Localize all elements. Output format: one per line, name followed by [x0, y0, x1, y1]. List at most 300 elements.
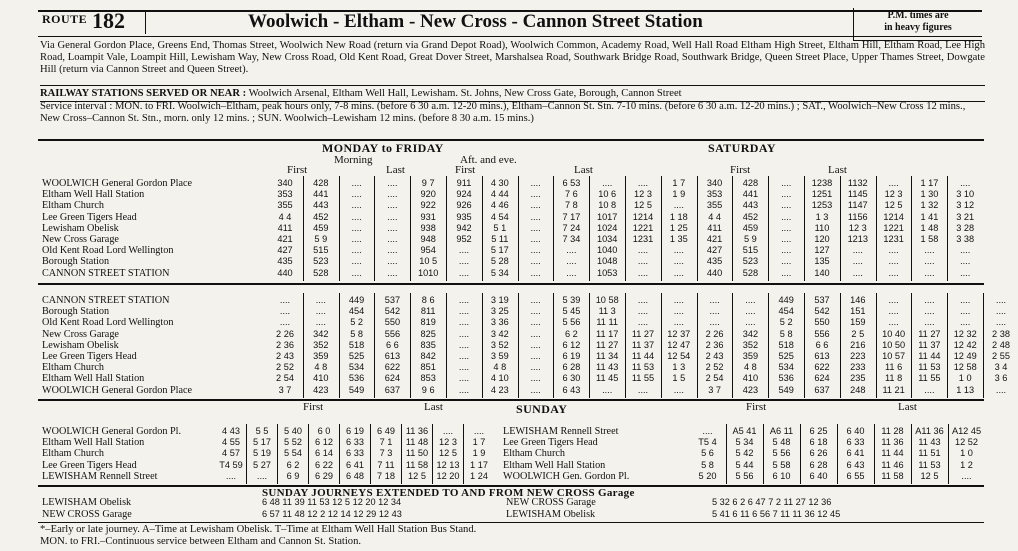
table1-time-cell: 1214 — [883, 211, 904, 222]
table3-right-column — [764, 426, 799, 482]
table1-time-cell: 7 17 — [562, 211, 581, 222]
table2-time-cell: 3 6 — [994, 373, 1008, 384]
table3-right-column — [727, 426, 762, 482]
table1-time-cell: 4 30 — [490, 178, 509, 188]
table2-column-rule — [983, 293, 984, 398]
table3-left-time-cell: .... — [442, 426, 454, 436]
table2-station: WOOLWICH General Gordon Place — [42, 384, 193, 396]
table2-time-cell: .... — [673, 306, 684, 317]
table2-time-cell: 536 — [348, 373, 365, 384]
table1-time-cell: 1213 — [847, 233, 869, 244]
sunday-journeys-right-station: LEWISHAM Obelisk — [506, 509, 596, 520]
table2-station: New Cross Garage — [42, 328, 119, 340]
table3-left-time-cell: 6 33 — [346, 448, 364, 459]
table1-time-cell: 441 — [313, 189, 329, 200]
table2-time-cell: 5 2 — [779, 317, 793, 328]
table2-column-rule — [697, 293, 698, 398]
table3-right-time-cell: 6 43 — [846, 459, 865, 470]
route-number: 182 — [92, 8, 125, 33]
table2-time-cell: 11 8 — [884, 373, 903, 384]
table3-right-time-cell: 5 58 — [772, 459, 791, 470]
table1-time-cell: .... — [781, 211, 792, 222]
table2-time-cell: 342 — [742, 328, 759, 339]
table3-right-column-rule — [911, 424, 912, 484]
table3-left-time-cell: 5 40 — [284, 426, 302, 436]
table1-time-cell: 1 32 — [920, 200, 939, 211]
table1-time-cell: 452 — [313, 211, 329, 222]
table3-left-time-cell: 4 57 — [222, 448, 240, 459]
table2-time-cell: 11 17 — [596, 328, 619, 339]
sunday-journeys-right-times: 5 32 6 2 6 47 7 2 11 27 12 36 — [712, 497, 832, 507]
table1-time-cell: .... — [387, 233, 398, 244]
table2-time-cell: 11 27 — [918, 328, 941, 339]
table1-time-cell: 3 10 — [956, 189, 975, 200]
table1-time-cell: 1048 — [596, 256, 618, 267]
table1-time-cell: 1145 — [847, 189, 868, 200]
table1-time-cell: 5 28 — [490, 256, 509, 267]
table2-time-cell: 12 58 — [953, 362, 977, 373]
table2-time-cell: 622 — [814, 362, 830, 373]
sun-left-first-label: First — [303, 401, 324, 413]
table1-time-cell: .... — [387, 245, 398, 256]
table2-column — [304, 295, 338, 396]
table1-time-cell: 1238 — [811, 178, 833, 188]
table1-time-cell: 1 3 — [815, 211, 829, 222]
table2-column-rule — [482, 293, 483, 398]
table1-time-cell: 948 — [420, 233, 436, 244]
table1-time-cell: .... — [781, 189, 792, 200]
table1-time-cell: .... — [637, 256, 649, 267]
table1-time-cell: 355 — [706, 200, 723, 211]
table2-time-cell: 3 4 — [994, 362, 1008, 373]
table1-time-cell: .... — [530, 245, 541, 256]
table1-time-cell: .... — [673, 267, 684, 278]
service-interval: Service interval : MON. to FRI. Woolwich–Eltham, peak hours only, 7-8 mins. (before 6 30 a.m. 12-20 mins.), Eltham–Cannon St. Stn. 7-10 mins. (before 6 30 a.m. 12-20 mins.) ; SAT., Woolwich–New Cross 12 mins., New Cross–Cannon St. Stn., morn. only 12 mins. ; SUN. Woolwich–Lewisham 12 mins. (before 8 30 a.m. 15 mins.) — [40, 101, 966, 125]
table1-time-cell: 421 — [277, 233, 293, 244]
table2-time-cell: 622 — [384, 362, 401, 373]
table1-time-cell: 1 18 — [669, 211, 688, 222]
table1-column-rule — [768, 176, 769, 281]
table2-time-cell: 6 2 — [565, 328, 578, 339]
table1-time-cell: 5 9 — [314, 233, 328, 244]
table2-time-cell: .... — [745, 317, 756, 328]
table2-time-cell: 4 10 — [490, 373, 509, 384]
table2-time-cell: 11 55 — [918, 373, 941, 384]
table1-time-cell: 935 — [456, 211, 472, 222]
table2-time-cell: 4 8 — [493, 362, 507, 373]
table2-time-cell: 11 34 — [596, 350, 619, 361]
table3-right-time-cell: 11 58 — [881, 470, 904, 481]
table2-time-cell: 454 — [778, 306, 794, 317]
table2-station: Lewisham Obelisk — [42, 339, 119, 351]
table2-time-cell: 1 3 — [672, 362, 686, 373]
table1-column-rule — [410, 176, 411, 281]
table2-time-cell: 9 6 — [421, 384, 435, 395]
table1-time-cell: .... — [852, 267, 863, 278]
table2-column — [411, 295, 445, 396]
table3-right-time-cell: 6 25 — [809, 426, 828, 436]
table1-time-cell: .... — [781, 256, 792, 267]
table1-time-cell: 411 — [707, 222, 722, 233]
table2-time-cell: 3 19 — [490, 295, 509, 305]
table2-time-cell: 825 — [420, 328, 436, 339]
table1-time-cell: 1 48 — [920, 222, 939, 233]
table2-top-rule — [38, 283, 984, 285]
table2-column-rule — [410, 293, 411, 398]
table2-time-cell: 11 37 — [631, 339, 655, 350]
table1-time-cell: 459 — [313, 222, 329, 233]
table3-right-time-cell: 12 5 — [920, 470, 939, 481]
table2-time-cell: 2 48 — [992, 339, 1010, 350]
table2-time-cell: .... — [995, 295, 1007, 305]
table2-time-cell: 12 54 — [667, 350, 691, 361]
table2-time-cell: .... — [279, 295, 291, 305]
table2-time-cell: .... — [637, 295, 649, 305]
sunday-journeys-left-station: LEWISHAM Obelisk — [42, 497, 132, 508]
table3-left-time-cell: 6 14 — [315, 448, 333, 459]
table2-column-rule — [339, 293, 340, 398]
table1-column-rule — [339, 176, 340, 281]
table3-right-time-cell: 11 36 — [881, 437, 904, 448]
table1-time-cell: 1147 — [847, 200, 868, 211]
table1-time-cell: .... — [852, 256, 863, 267]
table1-time-cell: 428 — [742, 178, 759, 188]
table3-left-time-cell: 1 17 — [470, 459, 488, 470]
table3-left-time-cell: 5 52 — [284, 437, 302, 448]
table1-column — [447, 178, 481, 279]
table3-left-time-cell: 6 29 — [315, 470, 333, 481]
table2-column-rule — [947, 293, 948, 398]
table1-time-cell: 12 5 — [634, 200, 652, 211]
table2-time-cell: 2 52 — [705, 362, 724, 373]
table3-right-column-rule — [874, 424, 875, 484]
aft-last-label: Last — [574, 164, 593, 176]
table2-time-cell: 4 8 — [314, 362, 328, 373]
table2-time-cell: .... — [530, 373, 541, 384]
table3-left-column-rule — [246, 424, 247, 484]
table1-column-rule — [625, 176, 626, 281]
table1-time-cell: .... — [888, 256, 899, 267]
table1-time-cell: .... — [387, 222, 398, 233]
table1-time-cell: 10 8 — [598, 200, 617, 211]
table2-time-cell: 5 39 — [562, 295, 581, 305]
table1-time-cell: 5 34 — [490, 267, 509, 278]
table2-time-cell: 11 6 — [884, 362, 903, 373]
table3-left-column — [216, 426, 246, 482]
table2-time-cell: 216 — [850, 339, 866, 350]
table2-grid — [0, 293, 1010, 397]
table3-right-time-cell: 5 8 — [701, 459, 714, 470]
table2-time-cell: .... — [458, 384, 470, 395]
table1-column-rule — [697, 176, 698, 281]
table2-time-cell: 449 — [348, 295, 365, 305]
table1-time-cell: 4 4 — [278, 211, 292, 222]
table1-time-cell: .... — [387, 256, 398, 267]
table1-time-cell: 1132 — [847, 178, 868, 188]
table1-station: New Cross Garage — [42, 234, 119, 246]
table3-left-time-cell: 6 33 — [346, 437, 364, 448]
table1-time-cell: 452 — [742, 211, 759, 222]
table2-time-cell: 12 47 — [667, 339, 691, 350]
table3-left-column-rule — [463, 424, 464, 484]
table3-left-time-cell: 7 11 — [377, 459, 395, 470]
table3-right-time-cell: 6 26 — [809, 448, 828, 459]
table1-time-cell: 1156 — [847, 211, 868, 222]
table3-left-column — [247, 426, 277, 482]
table2-time-cell: .... — [673, 317, 684, 328]
table1-column — [841, 178, 875, 279]
table3-right-station: Lee Green Tigers Head — [503, 437, 598, 449]
table2-time-cell: .... — [960, 306, 971, 317]
sun-right-last-label: Last — [898, 401, 917, 413]
table2-time-cell: 819 — [420, 317, 436, 328]
table2-time-cell: 359 — [313, 350, 329, 361]
table1-time-cell: 6 53 — [562, 178, 581, 188]
table3-left-time-cell: 12 13 — [436, 459, 460, 470]
table2-time-cell: 2 36 — [276, 339, 294, 350]
table1-column — [662, 178, 696, 279]
table2-column-rule — [732, 293, 733, 398]
table3-left-column-rule — [277, 424, 278, 484]
table2-time-cell: 454 — [348, 306, 365, 317]
table2-time-cell: 146 — [850, 295, 866, 305]
table1-time-cell: .... — [530, 233, 541, 244]
table1-column — [375, 178, 409, 279]
morning-label: Morning — [334, 154, 373, 166]
table1-time-cell: .... — [351, 233, 362, 244]
table1-time-cell: 5 11 — [491, 233, 509, 244]
table2-time-cell: 11 44 — [631, 350, 655, 361]
table1-time-cell: .... — [960, 245, 971, 256]
table1-time-cell: .... — [888, 267, 899, 278]
table2-time-cell: 2 26 — [705, 328, 724, 339]
table3-left-time-cell: 6 41 — [346, 459, 364, 470]
table1-column — [877, 178, 911, 279]
table2-station: Lee Green Tigers Head — [42, 351, 137, 363]
table2-time-cell: 10 58 — [595, 295, 619, 305]
table1-time-cell: .... — [637, 245, 649, 256]
table2-time-cell: .... — [924, 306, 935, 317]
table1-time-cell: .... — [530, 178, 541, 188]
table1-time-cell: 435 — [277, 256, 293, 267]
table2-time-cell: .... — [960, 295, 971, 305]
sunday-journeys-right-station: NEW CROSS Garage — [506, 497, 596, 508]
table2-time-cell: 223 — [850, 350, 866, 361]
table3-left-time-cell: 1 9 — [472, 448, 486, 459]
aft-first-label: First — [455, 164, 476, 176]
table3-right-time-cell: 11 51 — [918, 448, 941, 459]
table2-time-cell: 613 — [814, 350, 830, 361]
table2-time-cell: 2 43 — [705, 350, 724, 361]
table1-column-rule — [876, 176, 877, 281]
table2-column — [375, 295, 409, 396]
table2-time-cell: 5 56 — [562, 317, 581, 328]
table1-time-cell: 515 — [313, 245, 329, 256]
table3-right-station: Eltham Church — [503, 448, 565, 460]
table1-time-cell: .... — [781, 233, 792, 244]
table3-right-column — [912, 426, 947, 482]
table1-time-cell: 1221 — [883, 222, 904, 233]
table2-time-cell: .... — [637, 384, 649, 395]
table2-time-cell: .... — [458, 362, 470, 373]
table3-right-time-cell: 11 28 — [881, 426, 904, 436]
table1-time-cell: .... — [530, 267, 541, 278]
sunday-journeys-left-times: 6 57 11 48 12 2 12 14 12 29 12 43 — [262, 509, 402, 519]
table2-time-cell: .... — [458, 306, 470, 317]
table1-time-cell: .... — [960, 256, 971, 267]
table2-time-cell: 8 6 — [421, 295, 435, 305]
table2-time-cell: .... — [888, 306, 899, 317]
table3-right-time-cell: 6 41 — [846, 448, 865, 459]
table2-time-cell: .... — [315, 295, 326, 305]
table1-time-cell: 1 41 — [920, 211, 939, 222]
table3-right-column — [801, 426, 836, 482]
table2-column — [662, 295, 696, 396]
table2-column — [447, 295, 481, 396]
table2-time-cell: 518 — [778, 339, 794, 350]
table1-time-cell: 140 — [814, 267, 830, 278]
table2-column — [877, 295, 911, 396]
table3-left-time-cell: 5 27 — [253, 459, 271, 470]
table2-time-cell: 811 — [420, 306, 436, 317]
railway-label: RAILWAY STATIONS SERVED OR NEAR : — [40, 88, 247, 99]
table2-time-cell: 151 — [850, 306, 866, 317]
table1-time-cell: 1 25 — [669, 222, 688, 233]
table1-time-cell: .... — [888, 178, 899, 188]
table3-right-time-cell: 1 2 — [960, 459, 973, 470]
table1-time-cell: 12 3 — [848, 222, 867, 233]
table2-time-cell: 410 — [742, 373, 759, 384]
table2-time-cell: 11 53 — [918, 362, 941, 373]
table1-column — [769, 178, 803, 279]
table1-time-cell: 4 4 — [708, 211, 721, 222]
table1-time-cell: 1 35 — [669, 233, 688, 244]
table2-time-cell: .... — [530, 328, 541, 339]
sunday-journeys-left-station: NEW CROSS Garage — [42, 509, 132, 520]
table3-right-time-cell: 11 53 — [918, 459, 941, 470]
table3-left-time-cell: 11 50 — [405, 448, 429, 459]
table2-time-cell: .... — [745, 295, 756, 305]
table2-time-cell: 842 — [420, 350, 436, 361]
table1-time-cell: .... — [387, 200, 398, 211]
table2-time-cell: 1 0 — [958, 373, 972, 384]
table1-station: WOOLWICH General Gordon Place — [42, 178, 193, 189]
table2-time-cell: 2 52 — [276, 362, 294, 373]
table3-left-station: WOOLWICH General Gordon Pl. — [42, 426, 182, 437]
table1-time-cell: .... — [387, 267, 398, 278]
table2-time-cell: .... — [709, 306, 720, 317]
table2-time-cell: .... — [530, 295, 541, 305]
table1-time-cell: 135 — [814, 256, 830, 267]
table1-time-cell: 3 12 — [956, 200, 975, 211]
table1-time-cell: .... — [637, 178, 649, 188]
table1-time-cell: .... — [602, 178, 613, 188]
table2-column-rule — [518, 293, 519, 398]
table2-time-cell: 10 57 — [882, 350, 906, 361]
table2-station: Borough Station — [42, 306, 110, 318]
table2-time-cell: .... — [960, 317, 971, 328]
table3-right-time-cell: 5 48 — [772, 437, 791, 448]
table1-station: Borough Station — [42, 256, 110, 268]
table3-right-station: WOOLWICH Gen. Gordon Pl. — [503, 470, 630, 482]
table2-time-cell: .... — [673, 384, 684, 395]
table2-time-cell: 2 38 — [992, 328, 1010, 339]
table3-left-time-cell: 1 24 — [470, 470, 488, 481]
table1-time-cell: .... — [458, 267, 470, 278]
table2-time-cell: 2 55 — [992, 350, 1010, 361]
table1-time-cell: 353 — [277, 189, 293, 200]
table1-time-cell: 443 — [313, 200, 329, 211]
table1-time-cell: 1 17 — [920, 178, 939, 188]
table3-right-time-cell: 6 40 — [809, 470, 828, 481]
table1-time-cell: .... — [924, 267, 935, 278]
table3-left-station: Eltham Church — [42, 448, 104, 460]
table3-left-time-cell: 6 22 — [315, 459, 333, 470]
aft-eve-label: Aft. and eve. — [460, 154, 517, 166]
table2-time-cell: 3 7 — [708, 384, 721, 395]
table1-time-cell: 523 — [313, 256, 329, 267]
table3-left-column-rule — [308, 424, 309, 484]
table1-time-cell: .... — [458, 256, 470, 267]
table1-time-cell: .... — [852, 245, 863, 256]
table2-time-cell: 12 32 — [953, 328, 977, 339]
route-via-text: Via General Gordon Place, Greens End, Thomas Street, Woolwich New Road (return via Grand Depot Road), Woolwich Common, Academy Road, Well Hall Road Eltham High Street, Eltham Hill, Eltham Road, Lee High Road, Loampit Vale, Loampit Hill, Lewisham Way, New Cross Road, Old Kent Road, Great Dover Street, Marshalsea Road, Southwark Bridge Road, Southwark Bridge, Queen Street Place, Upper Thames Street, Dowgate Hill (return via Cannon Street and Queen Street). — [40, 40, 985, 76]
table2-time-cell: 10 50 — [882, 339, 906, 350]
table3-right-time-cell: 11 46 — [881, 459, 904, 470]
table1-time-cell: .... — [960, 267, 971, 278]
table1-time-cell: .... — [351, 222, 362, 233]
table1-time-cell: 4 44 — [490, 189, 509, 200]
table2-time-cell: 352 — [742, 339, 759, 350]
table1-column-rule — [374, 176, 375, 281]
table2-time-cell: .... — [709, 295, 720, 305]
table3-left-time-cell: 4 43 — [222, 426, 240, 436]
table1-column — [340, 178, 374, 279]
table1-time-cell: .... — [387, 178, 398, 188]
table1-time-cell: .... — [566, 245, 577, 256]
table2-time-cell: 6 28 — [562, 362, 581, 373]
route-divider — [145, 12, 146, 34]
footnote-rule — [38, 522, 984, 523]
table1-time-cell: 924 — [456, 189, 472, 200]
table2-time-cell: 159 — [850, 317, 866, 328]
table1-time-cell: .... — [637, 267, 649, 278]
table2-column-rule — [911, 293, 912, 398]
table1-time-cell: 440 — [277, 267, 293, 278]
table1-time-cell: 12 3 — [634, 189, 652, 200]
table3-right-time-cell: 6 10 — [772, 470, 791, 481]
table3-left-station: LEWISHAM Rennell Street — [42, 470, 158, 482]
table2-column — [483, 295, 517, 396]
table3-left-column-rule — [401, 424, 402, 484]
table2-time-cell: .... — [673, 295, 684, 305]
table2-time-cell: 542 — [384, 306, 401, 317]
table3-left-time-cell: .... — [473, 426, 485, 436]
table1-time-cell: 1251 — [811, 189, 833, 200]
table2-time-cell: 5 8 — [350, 328, 363, 339]
table2-time-cell: .... — [458, 350, 470, 361]
table3-left-column — [340, 426, 370, 482]
table2-time-cell: 423 — [742, 384, 759, 395]
table3-left-column-rule — [432, 424, 433, 484]
table2-time-cell: 549 — [778, 384, 794, 395]
table1-time-cell: .... — [673, 256, 684, 267]
table2-time-cell: 11 43 — [596, 362, 619, 373]
table1-column-rule — [732, 176, 733, 281]
table3-left-time-cell: 11 36 — [405, 426, 429, 436]
sun-right-first-label: First — [746, 401, 767, 413]
table3-right-time-cell: 5 56 — [735, 470, 754, 481]
